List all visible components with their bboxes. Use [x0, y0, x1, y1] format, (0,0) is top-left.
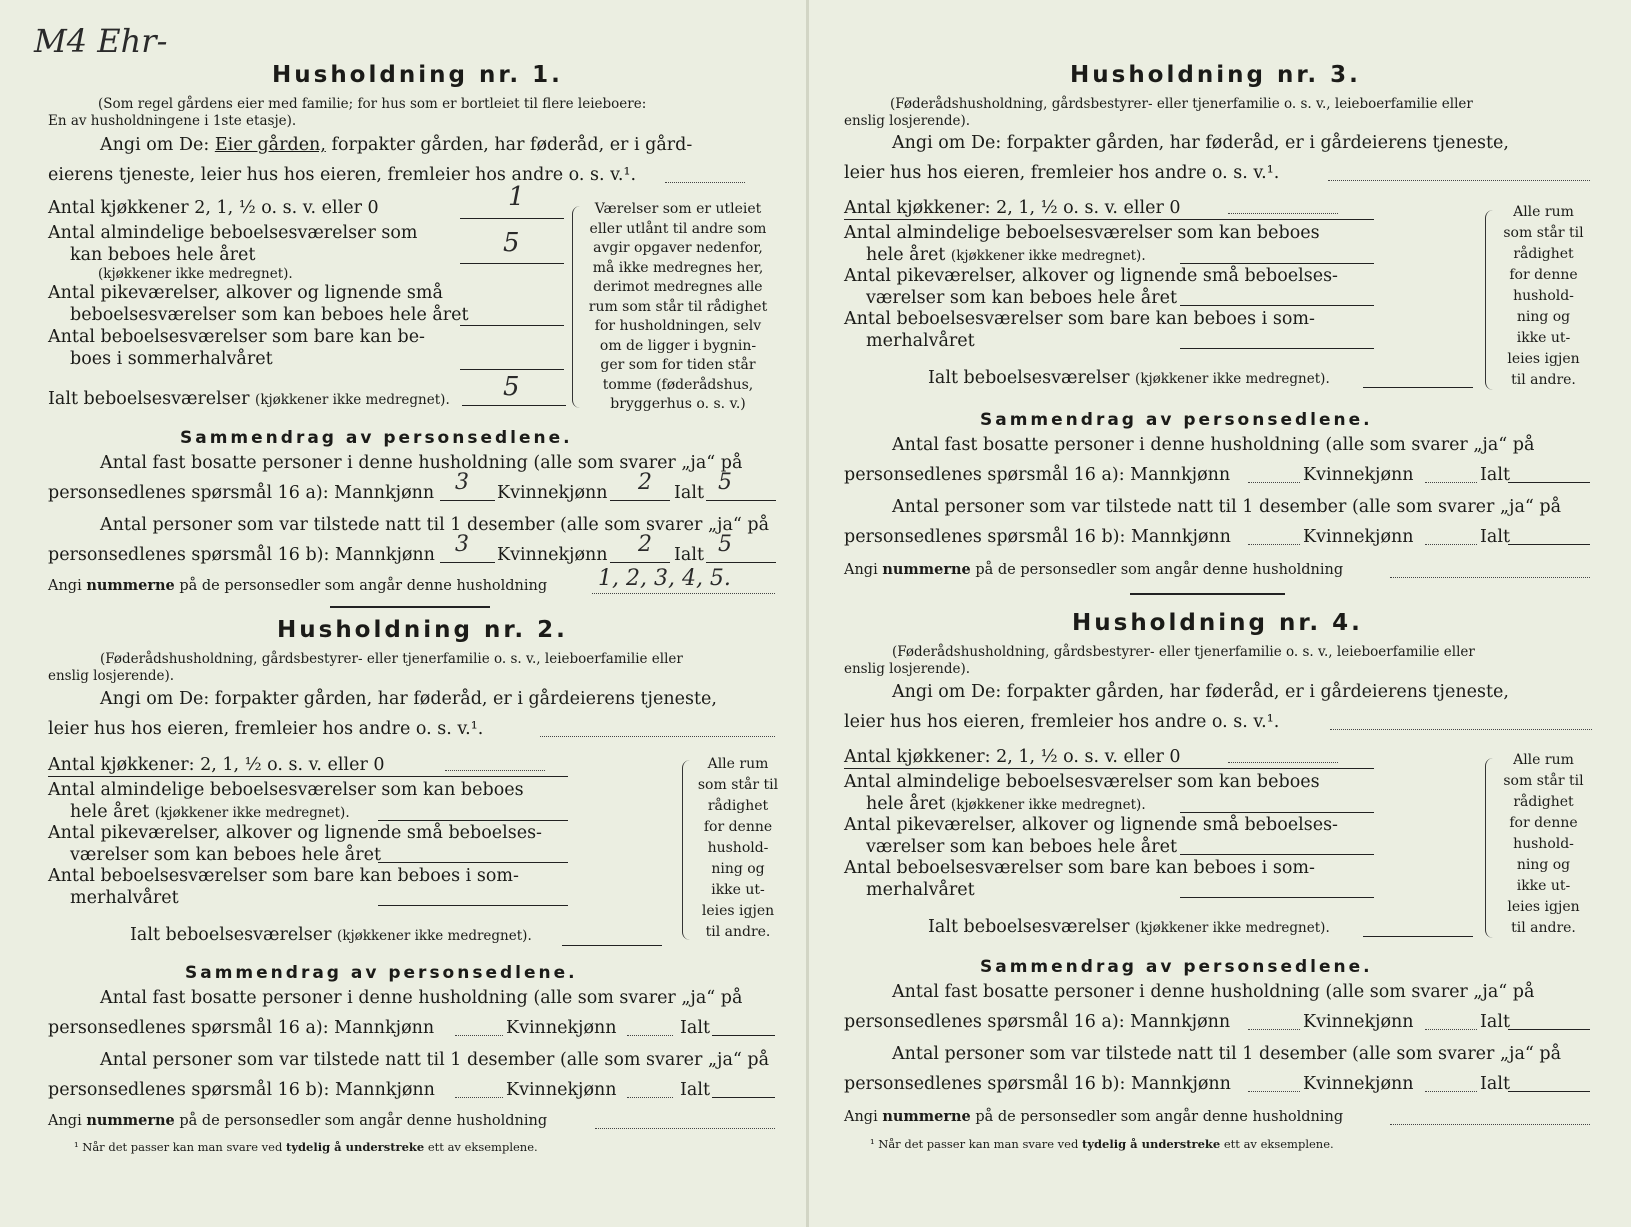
h1-summary-title: Sammendrag av personsedlene. — [180, 428, 573, 448]
side-note-line: Værelser som er utleiet — [594, 201, 762, 217]
side-note-line: til andre. — [1511, 372, 1576, 388]
side-note-line: ning og — [711, 861, 765, 877]
h4-sum-line-2: personsedlenes spørsmål 16 a): Mannkjønn — [844, 1012, 1231, 1032]
h2-total-label-1: Ialt — [680, 1018, 710, 1038]
h2-total-label: Ialt beboelsesværelser — [130, 925, 332, 945]
right-footnote — [870, 1137, 1334, 1151]
side-note-line: rådighet — [707, 798, 769, 814]
h3-separator — [1130, 593, 1285, 595]
h4-rooms-b-small: (kjøkkener ikke medregnet). — [950, 797, 1146, 813]
h1-maid-rooms-b: beboelsesværelser som kan beboes hele året — [70, 305, 469, 325]
h1-summer-line[interactable] — [460, 369, 564, 370]
h2-summer-line[interactable] — [378, 905, 568, 906]
h2-side-note — [688, 754, 788, 943]
h4-kitchens: Antal kjøkkener: 2, 1, ½ o. s. v. eller 0 — [844, 747, 1181, 767]
h2-angi-line-1: Angi om De: forpakter gården, har føderåd, er i gårdeierens tjeneste, — [100, 689, 717, 709]
h1-numbers-bold: nummerne — [86, 577, 175, 594]
h4-sum-line-3: Antal personer som var tilstede natt til 1 desember (alle som svarer „ja“ på — [892, 1044, 1562, 1064]
h1-male-16a-line[interactable] — [440, 500, 495, 501]
h3-total-small: (kjøkkener ikke medregnet). — [1135, 371, 1330, 387]
side-note-line: for husholdningen, selv — [594, 318, 762, 334]
h3-sum-line-4: personsedlenes spørsmål 16 b): Mannkjønn — [844, 527, 1231, 547]
h4-female-16a-fill[interactable] — [1425, 1029, 1477, 1030]
h1-angi-line-2: eierens tjeneste, leier hus hos eieren, fremleier hos andre o. s. v.¹. — [48, 165, 637, 185]
side-note-line: må ikke medregnes her, — [592, 259, 764, 276]
h1-female-16b-line[interactable] — [610, 562, 670, 563]
h1-total-rooms — [48, 384, 450, 414]
h1-intro-2: En av husholdningene i 1ste etasje). — [48, 113, 297, 129]
side-note-line: ikke ut- — [711, 882, 765, 898]
h2-total-16b-line[interactable] — [712, 1097, 775, 1098]
h3-numbers-rest: på de personsedler som angår denne husholdning — [975, 562, 1344, 578]
side-note-line: som står til — [1503, 773, 1584, 789]
side-note-line: eller utlånt til andre som — [589, 220, 767, 237]
h1-rooms-value: 5 — [503, 228, 520, 258]
side-note-line: rådighet — [1513, 794, 1574, 810]
h3-intro-1: (Føderådshusholdning, gårdsbestyrer- eller tjenerfamilie o. s. v., leieboerfamilie eller — [890, 96, 1473, 112]
h2-total-small: (kjøkkener ikke medregnet). — [337, 928, 532, 944]
side-note-line: leies igjen — [701, 903, 775, 919]
h1-kitchens-value: 1 — [508, 182, 525, 212]
h1-total-16a: 5 — [718, 470, 732, 495]
h4-total-line[interactable] — [1363, 936, 1473, 937]
side-note-line: for denne — [1509, 815, 1578, 831]
h1-rooms-line[interactable] — [460, 263, 564, 264]
h3-total-16b-line[interactable] — [1508, 544, 1590, 545]
h2-numbers-fill[interactable] — [595, 1128, 775, 1129]
h3-angi-line-2: leier hus hos eieren, fremleier hos andre o. s. v.¹. — [844, 163, 1280, 183]
side-note-line: hushold- — [707, 840, 769, 856]
h1-female-16a-line[interactable] — [610, 500, 670, 501]
h3-rooms-a: Antal almindelige beboelsesværelser som kan beboes — [844, 223, 1320, 243]
h2-rooms-b-small: (kjøkkener ikke medregnet). — [154, 805, 350, 821]
h1-male-16b: 3 — [455, 532, 469, 557]
h4-summer-line[interactable] — [1180, 897, 1374, 898]
h3-numbers-angi: Angi — [844, 562, 878, 578]
right-page — [808, 0, 1631, 1227]
h3-sum-line-3: Antal personer som var tilstede natt til 1 desember (alle som svarer „ja“ på — [892, 497, 1562, 517]
h2-female-16a-fill[interactable] — [627, 1035, 673, 1036]
h3-numbers-line — [844, 561, 1343, 578]
household-1-title: Husholdning nr. 1. — [272, 62, 563, 88]
h2-rooms-a: Antal almindelige beboelsesværelser som kan beboes — [48, 780, 524, 800]
household-2-title: Husholdning nr. 2. — [277, 617, 568, 643]
left-page — [0, 0, 808, 1227]
side-note-line: hushold- — [1513, 836, 1574, 852]
h2-numbers-rest: på de personsedler som angår denne husholdning — [179, 1113, 548, 1129]
h4-intro-2: enslig losjerende). — [844, 661, 971, 677]
h2-total-line[interactable] — [562, 945, 662, 946]
h1-male-16b-line[interactable] — [440, 562, 495, 563]
side-note-line: leies igjen — [1507, 351, 1580, 367]
h1-total-label-1: Ialt — [674, 483, 704, 503]
side-note-line: avgir opgaver nedenfor, — [593, 240, 763, 256]
h2-numbers-line — [48, 1112, 547, 1129]
side-note-line: til andre. — [705, 924, 771, 940]
left-footnote-post: ett av eksemplene. — [427, 1140, 538, 1154]
h4-sum-line-1: Antal fast bosatte personer i denne husholdning (alle som svarer „ja“ på — [892, 982, 1535, 1002]
h4-numbers-rest: på de personsedler som angår denne husholdning — [975, 1109, 1344, 1125]
h4-rooms-a: Antal almindelige beboelsesværelser som kan beboes — [844, 772, 1320, 792]
household-4-title: Husholdning nr. 4. — [1072, 610, 1363, 636]
h2-kitchens-fill[interactable] — [445, 770, 545, 771]
h1-total-value: 5 — [503, 372, 520, 402]
h1-female-label-2: Kvinnekjønn — [497, 545, 608, 565]
h1-total-line[interactable] — [462, 405, 566, 406]
h1-separator — [330, 606, 490, 608]
side-note-line: rum som står til rådighet — [588, 298, 768, 315]
side-note-line: Alle rum — [1513, 752, 1574, 768]
h2-female-16b-fill[interactable] — [627, 1097, 673, 1098]
h1-angi-line-1 — [100, 130, 692, 160]
h3-rooms-b-text: hele året — [866, 245, 946, 265]
h3-total-line[interactable] — [1363, 387, 1473, 388]
h1-kitchens: Antal kjøkkener 2, 1, ½ o. s. v. eller 0 — [48, 198, 379, 218]
h1-numbers-rest: på de personsedler som angår denne husholdning — [179, 578, 548, 594]
side-note-line: ikke ut- — [1516, 330, 1571, 346]
h4-numbers-bold: nummerne — [882, 1108, 971, 1125]
h4-numbers-line — [844, 1108, 1343, 1125]
h2-total-label-2: Ialt — [680, 1080, 710, 1100]
household-3-title: Husholdning nr. 3. — [1070, 62, 1361, 88]
h2-numbers-angi: Angi — [48, 1113, 82, 1129]
side-note-line: derimot medregnes alle — [593, 279, 763, 295]
h2-sum-line-3: Antal personer som var tilstede natt til 1 desember (alle som svarer „ja“ på — [100, 1050, 770, 1070]
side-note-line: for denne — [703, 819, 773, 835]
h1-angi-fill[interactable] — [665, 182, 745, 183]
side-note-line: hushold- — [1513, 288, 1574, 304]
h3-female-16b-fill[interactable] — [1425, 544, 1477, 545]
h2-sum-line-1: Antal fast bosatte personer i denne husholdning (alle som svarer „ja“ på — [100, 988, 743, 1008]
h1-numbers-angi: Angi — [48, 578, 82, 594]
h4-summary-title: Sammendrag av personsedlene. — [980, 957, 1373, 977]
h3-male-16a-fill[interactable] — [1248, 482, 1300, 483]
side-note-line: om de ligger i bygnin- — [599, 337, 757, 354]
h2-male-16a-fill[interactable] — [455, 1035, 503, 1036]
h1-numbers-line — [48, 577, 547, 594]
h1-numbers-fill[interactable] — [592, 593, 775, 594]
h3-female-label-2: Kvinnekjønn — [1303, 527, 1414, 547]
right-footnote-post: ett av eksemplene. — [1223, 1137, 1334, 1151]
h3-total-label-2: Ialt — [1480, 527, 1510, 547]
h4-total-16b-line[interactable] — [1508, 1091, 1590, 1092]
h3-female-label-1: Kvinnekjønn — [1303, 465, 1414, 485]
h3-total-16a-line[interactable] — [1508, 482, 1590, 483]
side-note-line: rådighet — [1513, 246, 1574, 262]
h3-summer-b: merhalvåret — [866, 331, 975, 351]
h3-kitchens: Antal kjøkkener: 2, 1, ½ o. s. v. eller 0 — [844, 198, 1181, 218]
h4-numbers-angi: Angi — [844, 1109, 878, 1125]
h3-total-label-1: Ialt — [1480, 465, 1510, 485]
h3-total-rooms — [928, 363, 1330, 393]
h4-male-16a-fill[interactable] — [1248, 1029, 1300, 1030]
h1-total-16b: 5 — [718, 532, 732, 557]
side-note-line: som står til — [1503, 225, 1584, 241]
h4-side-note — [1491, 750, 1596, 939]
h2-female-label-1: Kvinnekjønn — [506, 1018, 617, 1038]
h1-female-16b: 2 — [638, 532, 652, 557]
h4-total-label-2: Ialt — [1480, 1074, 1510, 1094]
h2-angi-line-2: leier hus hos eieren, fremleier hos andre o. s. v.¹. — [48, 719, 484, 739]
side-note-line: tomme (føderådshus, — [602, 376, 754, 393]
h4-female-16b-fill[interactable] — [1425, 1091, 1477, 1092]
h3-kitchens-fill[interactable] — [1228, 213, 1338, 214]
h1-angi-prefix: Angi om De: — [100, 135, 210, 155]
h1-male-16a: 3 — [455, 470, 469, 495]
h2-rooms-b-text: hele året — [70, 802, 150, 822]
h1-female-16a: 2 — [638, 470, 652, 495]
h4-numbers-fill[interactable] — [1390, 1124, 1590, 1125]
h1-total-16b-line[interactable] — [706, 562, 776, 563]
h3-numbers-fill[interactable] — [1390, 577, 1590, 578]
h1-female-label-1: Kvinnekjønn — [497, 483, 608, 503]
h3-angi-fill[interactable] — [1328, 180, 1590, 181]
side-note-line: ning og — [1516, 309, 1571, 325]
h1-summer-b: boes i sommerhalvåret — [70, 349, 273, 369]
h3-sum-line-1: Antal fast bosatte personer i denne husholdning (alle som svarer „ja“ på — [892, 435, 1535, 455]
h3-side-note — [1491, 202, 1596, 391]
side-note-line: for denne — [1509, 267, 1578, 283]
side-note-line: Alle rum — [1513, 204, 1574, 220]
side-note-line: ikke ut- — [1516, 878, 1571, 894]
h2-angi-fill[interactable] — [540, 736, 775, 737]
h4-female-label-2: Kvinnekjønn — [1303, 1074, 1414, 1094]
side-note-line: ger som for tiden står — [600, 357, 756, 373]
side-note-line: ning og — [1516, 857, 1571, 873]
h4-total-small: (kjøkkener ikke medregnet). — [1135, 920, 1330, 936]
h3-angi-line-1: Angi om De: forpakter gården, har føderåd, er i gårdeierens tjeneste, — [892, 133, 1509, 153]
h1-angi-suffix: forpakter gården, har føderåd, er i gård- — [331, 135, 693, 155]
right-footnote-pre: ¹ Når det passer kan man svare ved — [870, 1137, 1079, 1151]
h3-rooms-b-small: (kjøkkener ikke medregnet). — [950, 248, 1146, 264]
h3-male-16b-fill[interactable] — [1248, 544, 1300, 545]
h1-intro-1: (Som regel gårdens eier med familie; for hus som er bortleiet til flere leieboere: — [98, 96, 647, 112]
h2-total-16a-line[interactable] — [712, 1035, 775, 1036]
h1-maid-rooms-a: Antal pikeværelser, alkover og lignende små — [48, 283, 443, 303]
h1-total-label-2: Ialt — [674, 545, 704, 565]
h1-total-16a-line[interactable] — [706, 500, 776, 501]
h3-female-16a-fill[interactable] — [1425, 482, 1477, 483]
h4-maid-a: Antal pikeværelser, alkover og lignende små beboelses- — [844, 815, 1338, 835]
left-footnote — [74, 1140, 538, 1154]
h3-intro-2: enslig losjerende). — [844, 113, 971, 129]
h1-sum-2-label: personsedlenes spørsmål 16 a): Mannkjønn — [48, 483, 435, 503]
side-note-line: som står til — [697, 777, 779, 793]
h4-sum-line-4: personsedlenes spørsmål 16 b): Mannkjønn — [844, 1074, 1231, 1094]
h1-maid-rooms-line[interactable] — [460, 325, 564, 326]
h2-summary-title: Sammendrag av personsedlene. — [185, 963, 578, 983]
left-footnote-pre: ¹ Når det passer kan man svare ved — [74, 1140, 283, 1154]
h1-rooms-b: kan beboes hele året — [70, 245, 256, 265]
h2-sum-line-2: personsedlenes spørsmål 16 a): Mannkjønn — [48, 1018, 435, 1038]
h1-sum-line-4: personsedlenes spørsmål 16 b): Mannkjønn — [48, 545, 435, 565]
side-note-line: bryggerhus o. s. v.) — [610, 396, 746, 412]
h1-summer-a: Antal beboelsesværelser som bare kan be- — [48, 327, 425, 347]
h4-angi-fill[interactable] — [1330, 729, 1592, 730]
h2-intro-1: (Føderådshusholdning, gårdsbestyrer- eller tjenerfamilie o. s. v., leieboerfamilie eller — [100, 651, 683, 667]
h2-maid-a: Antal pikeværelser, alkover og lignende små beboelses- — [48, 823, 542, 843]
margin-note: M4 Ehr- — [34, 22, 168, 60]
h3-total-label: Ialt beboelsesværelser — [928, 368, 1130, 388]
h4-total-label: Ialt beboelsesværelser — [928, 917, 1130, 937]
h4-kitchens-fill[interactable] — [1228, 762, 1338, 763]
h3-summer-a: Antal beboelsesværelser som bare kan beboes i som- — [844, 309, 1315, 329]
h2-summer-a: Antal beboelsesværelser som bare kan beboes i som- — [48, 866, 519, 886]
h2-male-16b-fill[interactable] — [455, 1097, 503, 1098]
side-note-line: leies igjen — [1507, 899, 1580, 915]
h1-sum-line-3: Antal personer som var tilstede natt til 1 desember (alle som svarer „ja“ på — [100, 515, 770, 535]
h4-intro-1: (Føderådshusholdning, gårdsbestyrer- eller tjenerfamilie o. s. v., leieboerfamilie eller — [892, 644, 1475, 660]
h1-numbers-value: 1, 2, 3, 4, 5. — [598, 566, 731, 591]
right-footnote-bold: tydelig å understreke — [1082, 1137, 1221, 1151]
h1-side-note — [583, 200, 773, 415]
h4-total-rooms — [928, 912, 1330, 942]
h4-total-label-1: Ialt — [1480, 1012, 1510, 1032]
side-note-line: Alle rum — [707, 756, 769, 772]
h4-maid-b: værelser som kan beboes hele året — [866, 837, 1177, 857]
h3-summary-title: Sammendrag av personsedlene. — [980, 410, 1373, 430]
h2-intro-2: enslig losjerende). — [48, 668, 175, 684]
h3-summer-line[interactable] — [1180, 348, 1374, 349]
h4-angi-line-2: leier hus hos eieren, fremleier hos andre o. s. v.¹. — [844, 712, 1280, 732]
h3-maid-a: Antal pikeværelser, alkover og lignende små beboelses- — [844, 266, 1338, 286]
h1-total-small: (kjøkkener ikke medregnet). — [255, 392, 450, 408]
h4-summer-b: merhalvåret — [866, 880, 975, 900]
h4-rooms-b-text: hele året — [866, 794, 946, 814]
h2-summer-b: merhalvåret — [70, 888, 179, 908]
h1-rooms-a: Antal almindelige beboelsesværelser som — [48, 223, 418, 243]
left-footnote-bold: tydelig å understreke — [286, 1140, 425, 1154]
h4-male-16b-fill[interactable] — [1248, 1091, 1300, 1092]
h1-total-label: Ialt beboelsesværelser — [48, 389, 250, 409]
h4-total-16a-line[interactable] — [1508, 1029, 1590, 1030]
h4-summer-a: Antal beboelsesværelser som bare kan beboes i som- — [844, 858, 1315, 878]
h1-brace — [572, 206, 581, 408]
h1-sum-line-2 — [48, 478, 434, 508]
h1-angi-answer[interactable]: Eier gården, — [214, 135, 326, 155]
h4-angi-line-1: Angi om De: forpakter gården, har føderåd, er i gårdeierens tjeneste, — [892, 682, 1509, 702]
h2-female-label-2: Kvinnekjønn — [506, 1080, 617, 1100]
h1-kitchens-line[interactable] — [460, 218, 564, 219]
h2-total-rooms — [130, 920, 532, 950]
h3-maid-b: værelser som kan beboes hele året — [866, 288, 1177, 308]
side-note-line: til andre. — [1511, 920, 1576, 936]
h1-sum-line-1: Antal fast bosatte personer i denne husholdning (alle som svarer „ja“ på — [100, 453, 743, 473]
h1-rooms-c: (kjøkkener ikke medregnet). — [98, 266, 293, 282]
h2-sum-line-4: personsedlenes spørsmål 16 b): Mannkjønn — [48, 1080, 435, 1100]
h2-kitchens: Antal kjøkkener: 2, 1, ½ o. s. v. eller 0 — [48, 755, 385, 775]
h2-maid-b: værelser som kan beboes hele året — [70, 845, 381, 865]
h4-female-label-1: Kvinnekjønn — [1303, 1012, 1414, 1032]
h2-numbers-bold: nummerne — [86, 1112, 175, 1129]
h3-numbers-bold: nummerne — [882, 561, 971, 578]
h3-sum-line-2: personsedlenes spørsmål 16 a): Mannkjønn — [844, 465, 1231, 485]
